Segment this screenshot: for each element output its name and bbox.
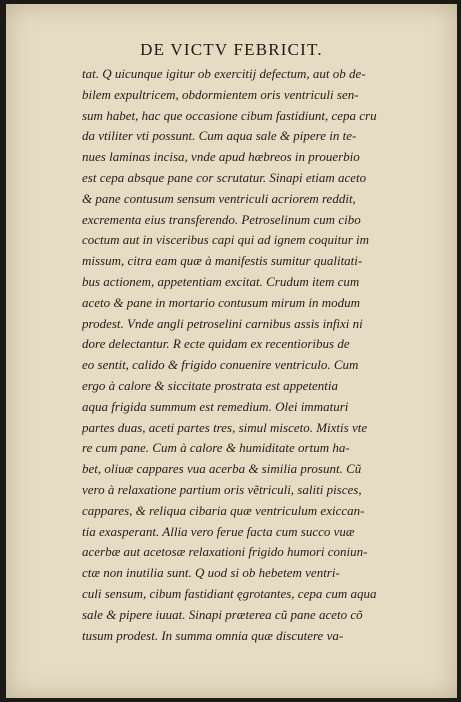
text-line: tat. Q uicunque igitur ob exercitij defectum, aut ob de- (82, 66, 366, 81)
text-line: tia exasperant. Allia vero ferue facta cum succo vuæ (82, 523, 355, 539)
text-line: est cepa absque pane cor scrutatur. Sinapi etiam aceto (82, 169, 367, 185)
text-line: bilem expultricem, obdormientem oris ventriculi sen- (82, 86, 359, 102)
text-line: excrementa eius transferendo. Petroselinum cum cibo (82, 211, 361, 227)
text-line: & pane contusum sensum ventriculi acriorem reddit, (82, 190, 356, 206)
text-line: ctæ non inutilia sunt. Q uod si ob hebetem ventri- (82, 565, 340, 581)
text-line: prodest. Vnde angli petroselini carnibus assis infixi ni (82, 315, 363, 331)
text-line: eo sentit, calido & frigido conuenire ventriculo. Cum (82, 357, 359, 373)
text-line: da vtiliter vti possunt. Cum aqua sale & pipere in te- (82, 128, 357, 144)
book-page (6, 4, 457, 698)
text-line: bet, oliuæ cappares vua acerba & similia prosunt. Cũ (82, 461, 362, 477)
text-line: sum habet, hac que occasione cibum fastidiunt, cepa cru (82, 107, 377, 123)
text-line: bus actionem, appetentiam excitat. Crudum item cum (82, 273, 360, 289)
text-line: cappares, & reliqua cibaria quæ ventriculum exiccan- (82, 502, 365, 518)
text-line: sale & pipere iuuat. Sinapi præterea cũ pane aceto cõ (82, 606, 363, 622)
text-line: nues laminas incisa, vnde apud hæbreos in prouerbio (82, 149, 360, 165)
text-line: tusum prodest. In summa omnia quæ discutere va- (82, 627, 344, 643)
text-line: aceto & pane in mortario contusum mirum in modum (82, 294, 361, 310)
text-line: partes duas, aceti partes tres, simul misceto. Mixtis vte (82, 419, 368, 435)
text-line: dore delectantur. R ecte quidam ex recentioribus de (82, 336, 350, 352)
text-line: missum, citra eam quæ à manifestis sumitur qualitati- (82, 253, 363, 269)
text-line: coctum aut in visceribus capi qui ad ignem coquitur im (82, 232, 370, 248)
text-line: culi sensum, cibum fastidiant ęgrotantes, cepa cum aqua (82, 585, 377, 601)
text-line: aqua frigida summum est remedium. Olei immaturi (82, 398, 349, 414)
running-head: DE VICTV FEBRICIT. (140, 40, 323, 59)
text-line: vero à relaxatione partium oris vẽtriculi, saliti pisces, (82, 481, 362, 497)
text-line: acerbæ aut acetosæ relaxationi frigido humori coniun- (82, 544, 368, 560)
text-line: ergo à calore & siccitate prostrata est appetentia (82, 377, 338, 393)
body-text (82, 64, 432, 646)
text-line: re cum pane. Cum à calore & humiditate ortum ha- (82, 440, 350, 456)
